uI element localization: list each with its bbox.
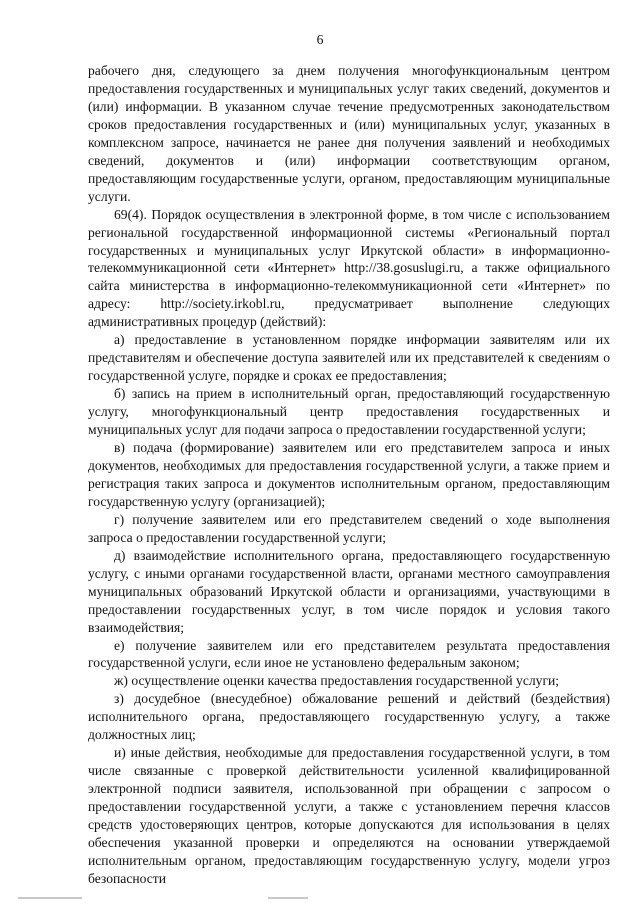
document-body xyxy=(88,62,610,888)
list-item-i: и) иные действия, необходимые для предоставления государственной услуги, в том числе связанные с проверкой действительности усиленной квалифицированной электронной подписи заявителя, использованной при обращении с запросом о предоставлении государственной услуги, а также с установлением перечня классов средств удостоверяющих центров, которые допускаются для использования в целях обеспечения указанной проверки и определяются на основании утверждаемой исполнительным органом, предоставляющим государственную услугу, модели угроз безопасности xyxy=(88,745,610,886)
page-number: 6 xyxy=(316,32,324,47)
paragraph-69-4: 69(4). Порядок осуществления в электронной форме, в том числе с использованием региональной государственной информационной системы «Региональный портал государственных и муниципальных услуг Иркутской области» в информационно-телекоммуникационной сети «Интернет» http://38.gosuslugi.ru, а также официального сайта министерства в информационно-телекоммуникационной сети «Интернет» по адресу: http://society.irkobl.ru, предусматривает выполнение следующих административных процедур (действий): xyxy=(88,206,610,330)
list-item-g: г) получение заявителем или его представителем сведений о ходе выполнения запроса о предоставлении государственной услуги; xyxy=(88,511,610,545)
list-item-b: б) запись на прием в исполнительный орган, предоставляющий государственную услугу, многофункциональный центр предоставления государственных и муниципальных услуг для подачи запроса о предоставлении государственной услуги; xyxy=(88,386,610,438)
list-item-v: в) подача (формирование) заявителем или его представителем запроса и иных документов, необходимых для предоставления государственной услуги, а также прием и регистрация таких запроса и документов исполнительным органом, предоставляющим государственную услугу (организацией); xyxy=(88,440,610,509)
paragraph-continuation: рабочего дня, следующего за днем получения многофункциональным центром предоставления государственных и муниципальных услуг таких сведений, документов и (или) информации. В указанном случае течение предусмотренных законодательством сроков предоставления государственных и (или) муниципальных услуг, указанных в комплексном запросе, начинается не ранее дня получения заявлений и необходимых сведений, документов и (или) информации соответствующим органом, предоставляющим государственные услуги, органом, предоставляющим муниципальные услуги. xyxy=(88,63,610,204)
list-item-a: а) предоставление в установленном порядке информации заявителям или их представителям и обеспечение доступа заявителей или их представителей к сведениям о государственной услуге, порядке и сроках ее предоставления; xyxy=(88,332,610,384)
list-item-zh: ж) осуществление оценки качества предоставления государственной услуги; xyxy=(114,673,560,689)
scan-artifact-bottom-center xyxy=(268,897,308,899)
list-item-e: е) получение заявителем или его представителем результата предоставления государственной услуги, если иное не установлено федеральным законом; xyxy=(88,637,610,671)
scan-artifact-bottom-left xyxy=(18,897,82,899)
list-item-d: д) взаимодействие исполнительного органа, предоставляющего государственную услугу, с иными органами государственной власти, органами местного самоуправления муниципальных образований Иркутской области и организациями, участвующими в предоставлении государственных услуг, в том числе порядок и условия такого взаимодействия; xyxy=(88,547,610,635)
list-item-z: з) досудебное (внесудебное) обжалование решений и действий (бездействия) исполнительного органа, предоставляющего государственную услугу, а также должностных лиц; xyxy=(88,691,610,743)
